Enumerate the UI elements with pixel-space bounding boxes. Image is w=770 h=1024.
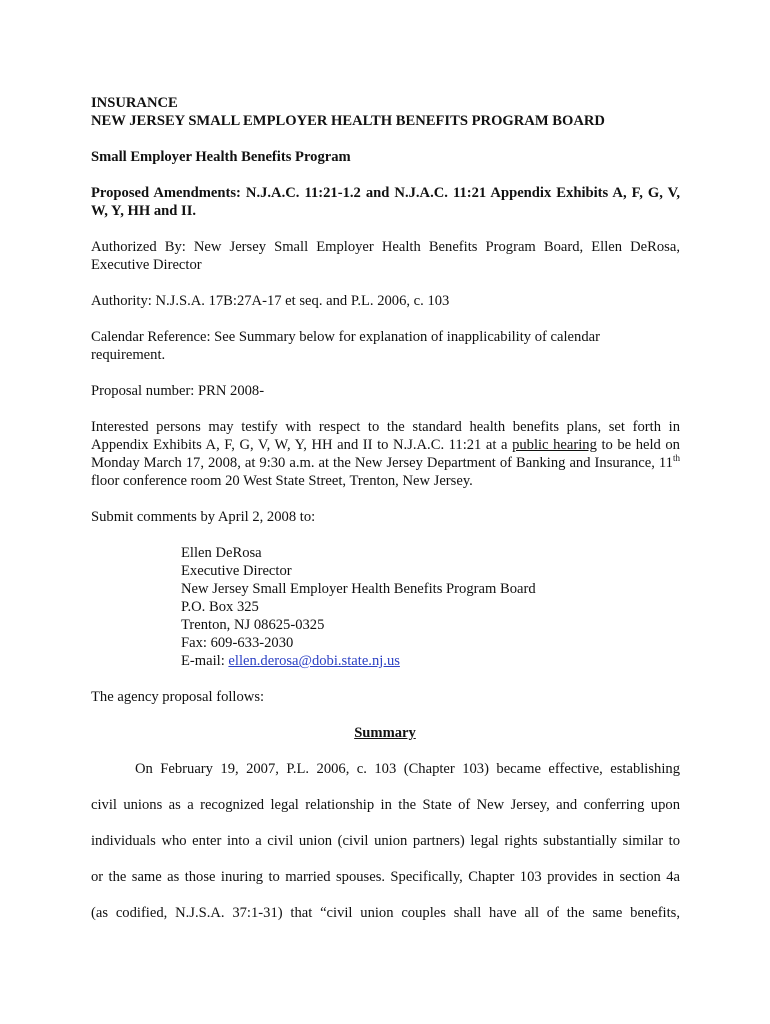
summary-line: civil unions as a recognized legal relationship in the State of New Jersey, and conferring upon (91, 797, 680, 813)
hearing-notice (91, 418, 680, 490)
summary-line: (as codified, N.J.S.A. 37:1-31) that “civil union couples shall have all of the same benefits, (91, 905, 680, 921)
contact-title: Executive Director (181, 563, 292, 579)
authorized-by: Authorized By: New Jersey Small Employer Health Benefits Program Board, Ellen DeRosa, Executive Director (91, 239, 680, 273)
proposal-follows: The agency proposal follows: (91, 689, 265, 705)
hearing-text-2: to be held on Monday March 17, 2008, at 9:30 a.m. at the New Jersey Department of Banking and Insurance, 11 (91, 437, 680, 471)
header-board: NEW JERSEY SMALL EMPLOYER HEALTH BENEFITS PROGRAM BOARD (91, 113, 605, 129)
header-agency: INSURANCE (91, 95, 178, 111)
contact-name: Ellen DeRosa (181, 545, 262, 561)
summary-line: On February 19, 2007, P.L. 2006, c. 103 (Chapter 103) became effective, establishing (135, 761, 680, 777)
public-hearing-link[interactable]: public hearing (512, 437, 597, 453)
document-header (91, 94, 680, 130)
hearing-text-1: Interested persons may testify with respect to the standard health benefits plans, set forth in Appendix Exhibits A, F, G, V, W, Y, HH and II to N.J.A.C. 11:21 at a (91, 419, 680, 453)
hearing-sup: th (672, 453, 680, 464)
hearing-text-3: floor conference room 20 West State Street, Trenton, New Jersey. (91, 473, 473, 489)
program-title: Small Employer Health Benefits Program (91, 149, 351, 165)
authority: Authority: N.J.S.A. 17B:27A-17 et seq. and P.L. 2006, c. 103 (91, 293, 450, 309)
contact-email-line (181, 652, 536, 670)
summary-line: individuals who enter into a civil union (civil union partners) legal rights substantially similar to (91, 833, 680, 849)
calendar-reference: Calendar Reference: See Summary below for explanation of inapplicability of calendar requirement. (91, 329, 600, 363)
contact-email-label: E-mail: (181, 653, 229, 669)
contact-address (181, 544, 536, 670)
summary-heading: Summary (354, 725, 416, 741)
summary-line: or the same as those inuring to married spouses. Specifically, Chapter 103 provides in section 4a (91, 869, 680, 885)
submit-comments: Submit comments by April 2, 2008 to: (91, 509, 316, 525)
contact-po-box: P.O. Box 325 (181, 599, 259, 615)
contact-city: Trenton, NJ 08625-0325 (181, 617, 325, 633)
contact-email-link[interactable]: ellen.derosa@dobi.state.nj.us (228, 653, 400, 669)
contact-fax: Fax: 609-633-2030 (181, 635, 294, 651)
proposal-number: Proposal number: PRN 2008- (91, 383, 265, 399)
proposed-amendments: Proposed Amendments: N.J.A.C. 11:21-1.2 and N.J.A.C. 11:21 Appendix Exhibits A, F, G, V, W, Y, HH and II. (91, 185, 680, 219)
contact-org: New Jersey Small Employer Health Benefits Program Board (181, 581, 536, 597)
